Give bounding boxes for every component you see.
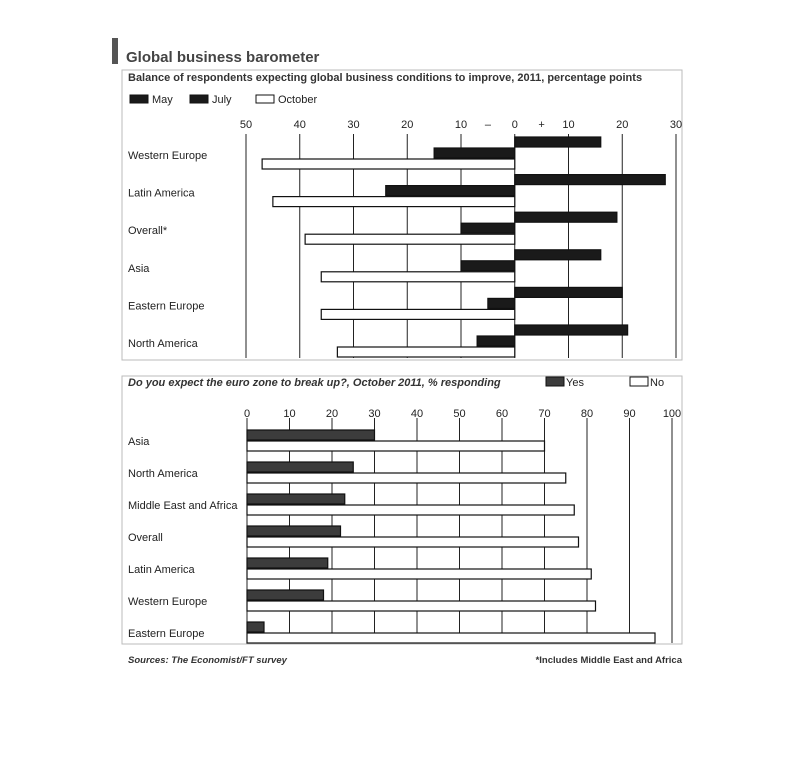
tick-label: 40 xyxy=(410,408,424,420)
bar-no xyxy=(247,537,579,547)
category-label: Eastern Europe xyxy=(128,300,205,313)
tick-label: 80 xyxy=(580,408,594,420)
category-label: Asia xyxy=(128,262,150,275)
bar-october xyxy=(337,347,514,357)
bar-october xyxy=(305,234,515,244)
bar-yes xyxy=(247,462,353,472)
legend-swatch-yes xyxy=(546,377,564,386)
legend-label-no: No xyxy=(650,377,665,389)
tick-label: 0 xyxy=(243,408,251,420)
bar-no xyxy=(247,633,655,643)
tick-label: 60 xyxy=(495,408,509,420)
bar-yes xyxy=(247,430,375,440)
bar-july xyxy=(434,148,515,158)
bar-no xyxy=(247,601,596,611)
bar-october xyxy=(273,197,515,207)
bar-october xyxy=(321,272,515,282)
bar-october xyxy=(321,309,515,319)
bar-may xyxy=(515,137,601,147)
minus-sign-label: – xyxy=(484,119,491,131)
legend-label-october: October xyxy=(278,94,318,106)
bar-may xyxy=(515,250,601,260)
tick-label: 40 xyxy=(293,119,306,131)
chart2-subtitle: Do you expect the euro zone to break up?, October 2011, % responding xyxy=(128,377,501,389)
chart1-bars xyxy=(262,137,665,357)
chart2-tick-labels xyxy=(244,408,681,420)
chart2-bars xyxy=(247,430,655,643)
bar-july xyxy=(461,261,515,271)
tick-label: 50 xyxy=(453,408,466,420)
bar-yes xyxy=(247,494,345,504)
bar-july xyxy=(386,186,515,196)
tick-label: 0 xyxy=(511,119,518,131)
legend-swatch-no xyxy=(630,377,648,386)
tick-label: 20 xyxy=(325,408,339,420)
category-label: North America xyxy=(128,338,198,350)
legend-swatch-july xyxy=(190,95,208,103)
category-label: Eastern Europe xyxy=(128,628,205,640)
category-label: Overall xyxy=(128,532,163,544)
bar-no xyxy=(247,505,574,515)
chart1-subtitle: Balance of respondents expecting global business conditions to improve, 2011, percentage points xyxy=(128,72,643,84)
category-label: Western Europe xyxy=(128,150,208,162)
category-label: Overall* xyxy=(128,225,168,238)
legend-swatch-may xyxy=(130,95,148,103)
category-label: Middle East and Africa xyxy=(128,500,238,512)
tick-label: 70 xyxy=(538,408,551,420)
category-label: Latin America xyxy=(128,187,195,200)
footnote: *Includes Middle East and Africa xyxy=(535,655,682,666)
bar-july xyxy=(477,336,515,346)
tick-label: 10 xyxy=(283,408,296,420)
chart1-tick-labels xyxy=(240,119,682,131)
chart2-category-labels xyxy=(128,436,238,640)
category-label: Western Europe xyxy=(128,596,208,608)
bar-may xyxy=(515,325,628,335)
bar-yes xyxy=(247,558,328,568)
bar-may xyxy=(515,287,623,297)
bar-may xyxy=(515,175,666,185)
category-label: Asia xyxy=(128,436,150,448)
bar-july xyxy=(488,298,515,308)
bar-no xyxy=(247,473,566,483)
tick-label: 30 xyxy=(368,408,381,420)
legend-label-july: July xyxy=(212,94,232,106)
chart-title: Global business barometer xyxy=(126,49,320,66)
tick-label: 10 xyxy=(562,119,575,131)
category-label: Latin America xyxy=(128,564,195,576)
source-note: Sources: The Economist/FT survey xyxy=(128,655,287,666)
bar-october xyxy=(262,159,515,169)
legend-label-yes: Yes xyxy=(566,377,584,389)
bar-yes xyxy=(247,526,341,536)
bar-yes xyxy=(247,622,264,632)
bar-no xyxy=(247,569,591,579)
bar-yes xyxy=(247,590,324,600)
tick-label: 20 xyxy=(616,119,629,131)
bar-no xyxy=(247,441,545,451)
bar-may xyxy=(515,212,617,222)
chart1-legend xyxy=(130,94,317,106)
tick-label: 30 xyxy=(347,119,360,131)
tick-label: 30 xyxy=(669,119,683,131)
tick-label: 100 xyxy=(662,408,682,420)
tick-label: 90 xyxy=(623,408,636,420)
title-accent-bar xyxy=(112,38,118,64)
plus-sign-label: + xyxy=(538,119,545,131)
legend-label-may: May xyxy=(152,94,173,106)
legend-swatch-october xyxy=(256,95,274,103)
category-label: North America xyxy=(128,468,198,480)
tick-label: 10 xyxy=(454,119,468,131)
tick-label: 50 xyxy=(239,119,253,131)
chart1-category-labels xyxy=(128,150,207,350)
tick-label: 20 xyxy=(401,119,414,131)
bar-july xyxy=(461,223,515,233)
chart2-legend xyxy=(546,377,664,389)
